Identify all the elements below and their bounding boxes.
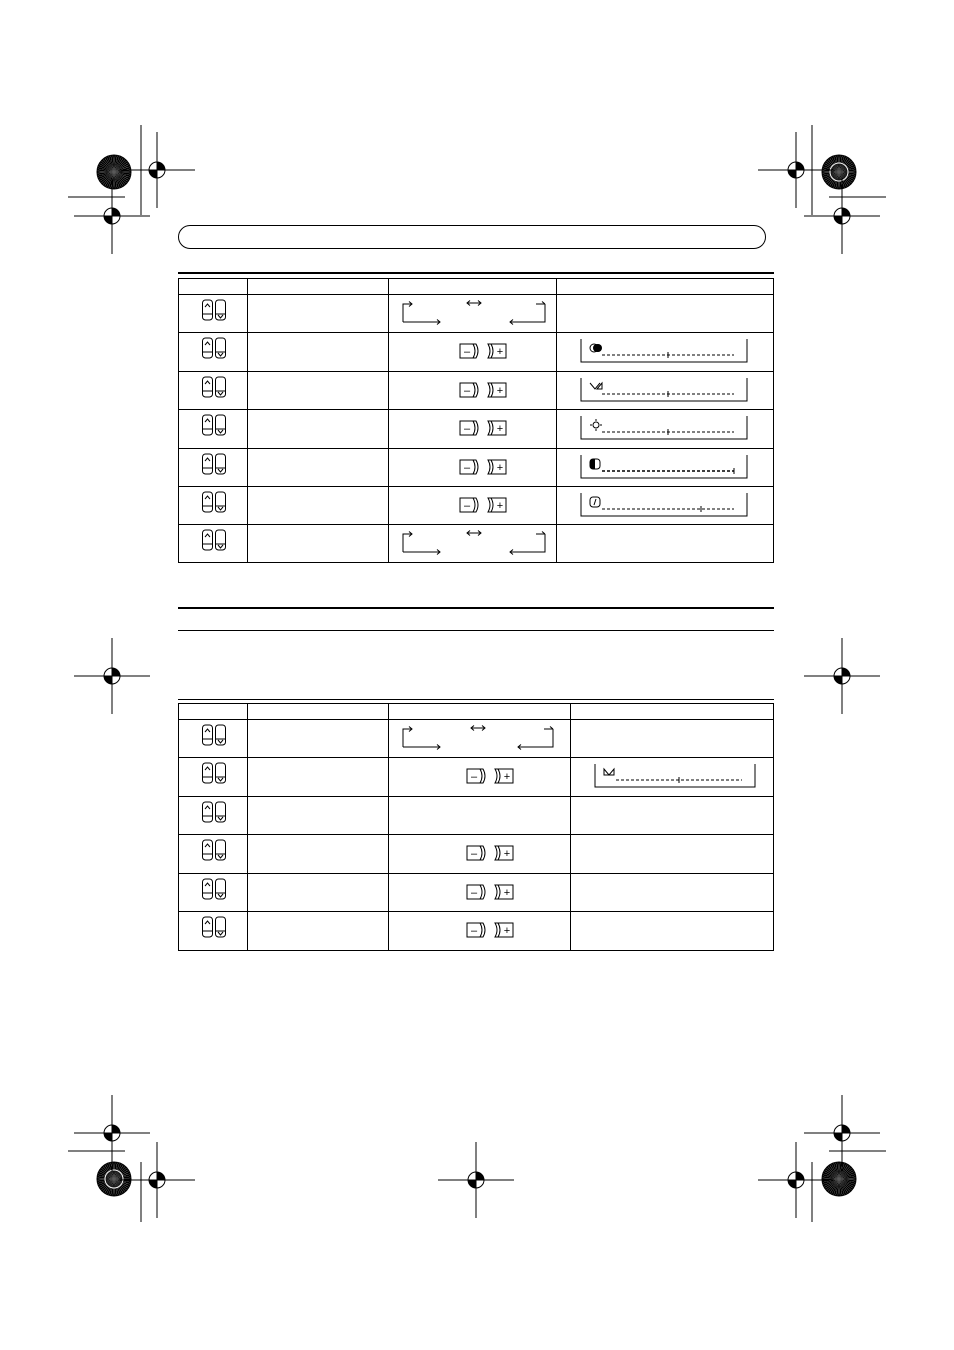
function-cell [247,720,388,757]
control-cell [179,333,247,370]
operation-cell [388,333,556,370]
minus-plus-buttons-icon [465,922,517,938]
minus-plus-buttons-icon [458,343,510,359]
operation-cell [388,372,556,409]
minus-plus-buttons-icon [465,845,517,861]
crosshair-mark [72,176,152,256]
table-row [179,797,773,835]
minus-plus-buttons-icon [465,768,517,784]
svg-text:–: – [470,925,478,937]
cycle-arrows-icon [400,298,548,326]
display-cell [570,874,775,911]
table-row [179,720,773,758]
crosshair-mark [72,636,152,716]
section-rule-thin [178,630,774,631]
settings-table-2 [178,703,774,951]
svg-text:+: + [496,500,504,512]
table-row [179,525,773,563]
crosshair-mark [756,1140,836,1220]
operation-cell [388,449,556,486]
operation-cell [388,720,570,757]
table2-top-rule [178,699,774,700]
operation-cell [388,758,570,795]
settings-table-1 [178,278,774,563]
function-cell [247,295,388,332]
up-down-buttons-icon [201,801,227,823]
crosshair-mark [802,636,882,716]
cycle-arrows-icon [400,528,548,556]
table-row [179,295,773,333]
operation-cell [388,410,556,447]
function-cell [247,372,388,409]
minus-plus-buttons-icon [458,382,510,398]
tint-level-bar [594,764,756,788]
svg-text:+: + [503,771,511,784]
control-cell [179,449,247,486]
svg-text:+: + [503,886,511,899]
up-down-buttons-icon [201,453,227,475]
display-cell [570,797,775,834]
table-row [179,835,773,873]
svg-text:–: – [463,346,471,359]
crosshair-mark [117,1140,197,1220]
crosshair-mark [802,176,882,256]
display-cell [570,912,775,950]
operation-cell [388,797,570,834]
up-down-buttons-icon [201,878,227,900]
section-header-pill [178,225,766,249]
control-cell [179,912,247,950]
up-down-buttons-icon [201,376,227,398]
table-row [179,333,773,371]
display-cell [570,720,775,757]
function-cell [247,410,388,447]
svg-text:–: – [463,423,471,436]
function-cell [247,449,388,486]
svg-text:–: – [463,461,471,474]
svg-text:+: + [496,384,504,397]
table-row [179,372,773,410]
control-cell [179,525,247,563]
function-cell [247,487,388,524]
function-cell [247,525,388,563]
svg-text:–: – [470,886,478,899]
display-cell [570,758,775,795]
cycle-arrows-icon [400,723,556,751]
function-cell [247,874,388,911]
up-down-buttons-icon [201,762,227,784]
control-cell [179,487,247,524]
table-row [179,874,773,912]
section-rule-thick [178,607,774,609]
up-down-buttons-icon [201,491,227,513]
minus-plus-buttons-icon [465,884,517,900]
control-cell [179,835,247,872]
sharpness-level-bar [580,493,748,517]
up-down-buttons-icon [201,529,227,551]
operation-cell [388,912,570,950]
display-cell [570,835,775,872]
up-down-buttons-icon [201,299,227,321]
half-circle-level-bar [580,455,748,479]
control-cell [179,758,247,795]
display-cell [556,333,775,370]
brightness-level-bar [580,416,748,440]
function-cell [247,912,388,950]
table-row [179,912,773,950]
crosshair-mark [436,1140,516,1220]
svg-text:–: – [463,500,471,512]
function-cell [247,758,388,795]
operation-cell [388,295,556,332]
table-row [179,758,773,796]
svg-text:–: – [470,848,478,861]
svg-text:–: – [470,771,478,784]
minus-plus-buttons-icon [458,420,510,436]
display-cell [556,525,775,563]
control-cell [179,295,247,332]
control-cell [179,410,247,447]
svg-text:+: + [496,423,504,436]
table-row [179,410,773,448]
minus-plus-buttons-icon [458,497,510,513]
operation-cell [388,835,570,872]
table-row [179,487,773,525]
minus-plus-buttons-icon [458,459,510,475]
svg-text:+: + [503,848,511,861]
svg-text:+: + [503,925,511,937]
up-down-buttons-icon [201,414,227,436]
function-cell [247,333,388,370]
display-cell [556,410,775,447]
color-level-bar [580,378,748,402]
control-cell [179,720,247,757]
operation-cell [388,874,570,911]
svg-text:–: – [463,384,471,397]
up-down-buttons-icon [201,839,227,861]
svg-text:+: + [496,461,504,474]
top-rule [178,272,774,274]
operation-cell [388,525,556,563]
display-cell [556,487,775,524]
svg-text:+: + [496,346,504,359]
operation-cell [388,487,556,524]
control-cell [179,372,247,409]
table-row [179,449,773,487]
up-down-buttons-icon [201,724,227,746]
table-header [179,704,773,720]
contrast-level-bar [580,339,748,363]
up-down-buttons-icon [201,337,227,359]
function-cell [247,797,388,834]
display-cell [556,449,775,486]
table-header [179,279,773,295]
up-down-buttons-icon [201,916,227,938]
control-cell [179,874,247,911]
display-cell [556,372,775,409]
function-cell [247,835,388,872]
display-cell [556,295,775,332]
control-cell [179,797,247,834]
